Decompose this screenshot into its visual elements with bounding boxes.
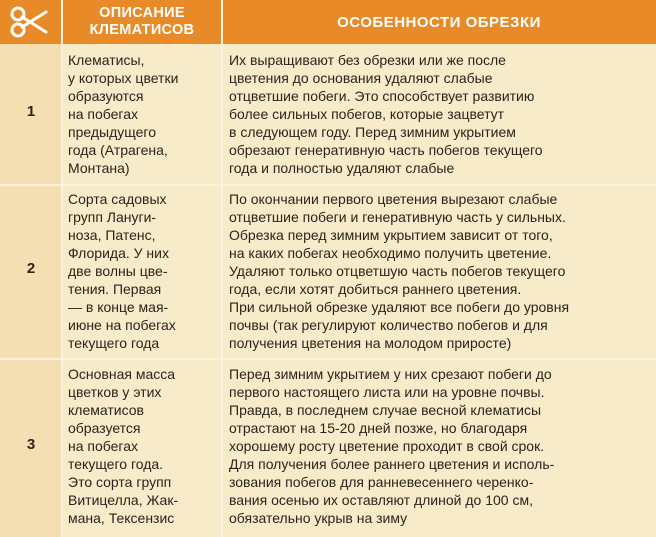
row-number: 1 [26,103,36,120]
description-column-title: ОПИСАНИЕ КЛЕМАТИСОВ [89,5,195,38]
pruning-features: Перед зимним укрытием у них срезают побеги до первого настоящего листа или на уровне почвы. Правда, в последнем случае весной клематисы отрастают на 15-20 дней позже, но благодаря хорошему росту цветение проходит в свой срок. Для получения более раннего цветения и исполь- зования побегов для ранневесеннего черенко- вания осенью их оставляют длиной до 100 см, обязательно укрыв на зиму [229,366,555,526]
pruning-features: По окончании первого цветения вырезают слабые отцветшие побеги и генеративную часть у сильных. Обрезка перед зимним укрытием зависит от того, на каких побегах необходимо получить цветение. Удаляют только отцветшую часть побегов текущего года, если хотят добиться раннего цветения. При сильной обрезке удаляют все побеги до уровня почвы (так регулируют количество побегов и для получения цветения на молодом приросте) [229,191,570,351]
row-number: 3 [26,436,36,453]
features-column-title: ОСОБЕННОСТИ ОБРЕЗКИ [337,13,541,31]
row-number: 2 [26,260,36,277]
pruning-features: Их выращивают без обрезки или же после цветения до основания удаляют слабые отцветшие побеги. Это способствует развитию более сильных побегов, которые зацветут в следующем году. Перед зимним укрытием обрезают генеративную часть побегов текущего года и полностью удаляют слабые [229,52,543,176]
scissors-icon [0,0,55,44]
clematis-description: Основная масса цветков у этих клематисов образуется на побегах текущего года. Это сорта групп Витицелла, Жак- мана, Тексензис [68,366,179,526]
column-divider [221,0,223,537]
row-divider [0,184,656,186]
clematis-description: Сорта садовых групп Лануги- ноза, Патенс, Флорида. У них две волны цве- тения. Первая — в конце мая- июне на побегах текущего года [68,191,176,351]
clematis-description: Клематисы, у которых цветки образуются на побегах предыдущего года (Атрагена, Монтана) [68,52,179,176]
table-header [0,0,656,44]
row-divider [0,358,656,360]
